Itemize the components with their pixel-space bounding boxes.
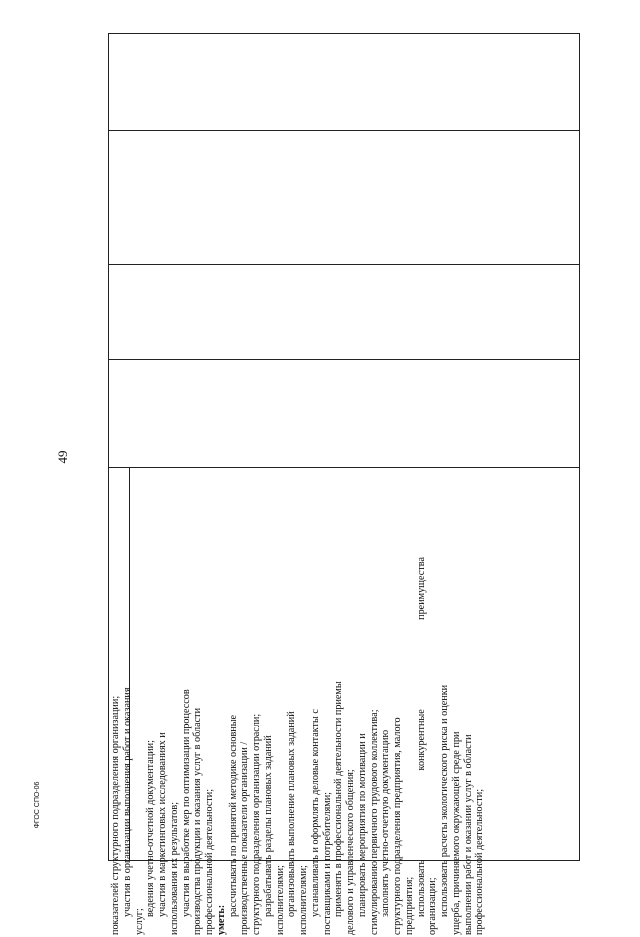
text-span: делового и управленческого общения; bbox=[345, 769, 356, 935]
text-line bbox=[228, 551, 240, 935]
text-line bbox=[298, 551, 310, 935]
text-line bbox=[286, 551, 298, 935]
text-span: ведения учетно-отчетной документации; bbox=[145, 740, 157, 917]
text-line bbox=[439, 551, 451, 935]
text-span: участия в организации выполнения работ и оказания bbox=[121, 687, 133, 917]
text-span: структурного подразделения предприятия, малого bbox=[392, 717, 403, 935]
text-line bbox=[451, 551, 463, 935]
text-line bbox=[216, 551, 228, 935]
text-span: производственные показатели организации / bbox=[239, 741, 251, 935]
text-span: выполнении работ и оказании услуг в области bbox=[462, 734, 474, 935]
text-span: организации; bbox=[427, 877, 439, 935]
text-span: участия в выработке мер по оптимизации процессов bbox=[180, 689, 192, 917]
text-span: заполнять учетно-отчетную документацию bbox=[380, 729, 392, 917]
text-line bbox=[122, 551, 134, 935]
text-line bbox=[239, 551, 251, 935]
text-line bbox=[392, 551, 404, 935]
text-line bbox=[427, 551, 439, 935]
text-line bbox=[310, 551, 322, 935]
text-span: исполнителями; bbox=[298, 865, 309, 935]
text-span: организовывать выполнение плановых заданий bbox=[286, 711, 298, 917]
text-cell bbox=[109, 467, 579, 935]
text-span: профессиональной деятельности; bbox=[474, 788, 486, 935]
text-line bbox=[169, 551, 181, 935]
text-span: профессиональной деятельности; bbox=[204, 788, 215, 935]
text-span: поставщиками и потребителями; bbox=[321, 792, 333, 935]
text-word: преимущества bbox=[415, 557, 427, 620]
competence-text bbox=[109, 547, 579, 937]
row-divider bbox=[109, 264, 579, 265]
text-span: участия в маркетинговых исследованиях и bbox=[157, 732, 168, 917]
text-line bbox=[157, 551, 169, 935]
row-divider bbox=[109, 130, 579, 131]
page-number: 49 bbox=[55, 450, 70, 464]
text-line bbox=[345, 551, 357, 935]
text-line bbox=[134, 551, 146, 935]
text-word: использовать bbox=[415, 859, 427, 917]
text-line bbox=[357, 551, 369, 935]
text-line bbox=[333, 551, 345, 935]
text-line bbox=[192, 551, 204, 935]
justified-line bbox=[416, 557, 428, 917]
text-span: показателей структурного подразделения организации; bbox=[110, 695, 121, 935]
text-span: исполнителями; bbox=[274, 865, 286, 935]
document-code-footer: ФГОС СПО-06 bbox=[34, 781, 41, 829]
text-line bbox=[380, 551, 392, 935]
text-line bbox=[369, 551, 381, 935]
text-line bbox=[322, 551, 334, 935]
text-line bbox=[275, 551, 287, 935]
text-span: использования их результатов; bbox=[168, 801, 180, 935]
text-line bbox=[110, 551, 122, 935]
text-line bbox=[474, 551, 486, 935]
text-line bbox=[145, 551, 157, 935]
text-span: устанавливать и оформлять деловые контакты с bbox=[309, 709, 321, 917]
text-line bbox=[251, 551, 263, 935]
text-span: разрабатывать разделы плановых заданий bbox=[262, 735, 274, 917]
text-line bbox=[416, 551, 428, 935]
text-span: ущерба, причиняемого окружающей среде при bbox=[450, 731, 462, 935]
text-span: рассчитывать по принятой методике основные bbox=[227, 714, 239, 917]
text-line bbox=[263, 551, 275, 935]
section-heading: уметь: bbox=[215, 904, 227, 935]
text-span: производства продукции и оказания услуг в области bbox=[192, 707, 204, 935]
text-span: планировать мероприятия по мотивации и bbox=[356, 733, 368, 917]
text-line bbox=[181, 551, 193, 935]
text-span: услуг; bbox=[133, 908, 145, 935]
text-word: конкурентные bbox=[415, 709, 427, 771]
text-span: предприятия; bbox=[403, 876, 415, 935]
text-line bbox=[404, 551, 416, 935]
text-line bbox=[204, 551, 216, 935]
text-span: структурного подразделения организации отрасли; bbox=[251, 713, 262, 935]
text-span: стимулированию первичного трудового коллектива; bbox=[368, 709, 380, 935]
text-span: применять в профессиональной деятельности приемы bbox=[333, 681, 345, 917]
row-divider bbox=[109, 359, 579, 360]
text-line bbox=[463, 551, 475, 935]
competence-table bbox=[108, 33, 580, 935]
text-span: использовать расчеты экологического риска и оценки bbox=[439, 684, 450, 917]
